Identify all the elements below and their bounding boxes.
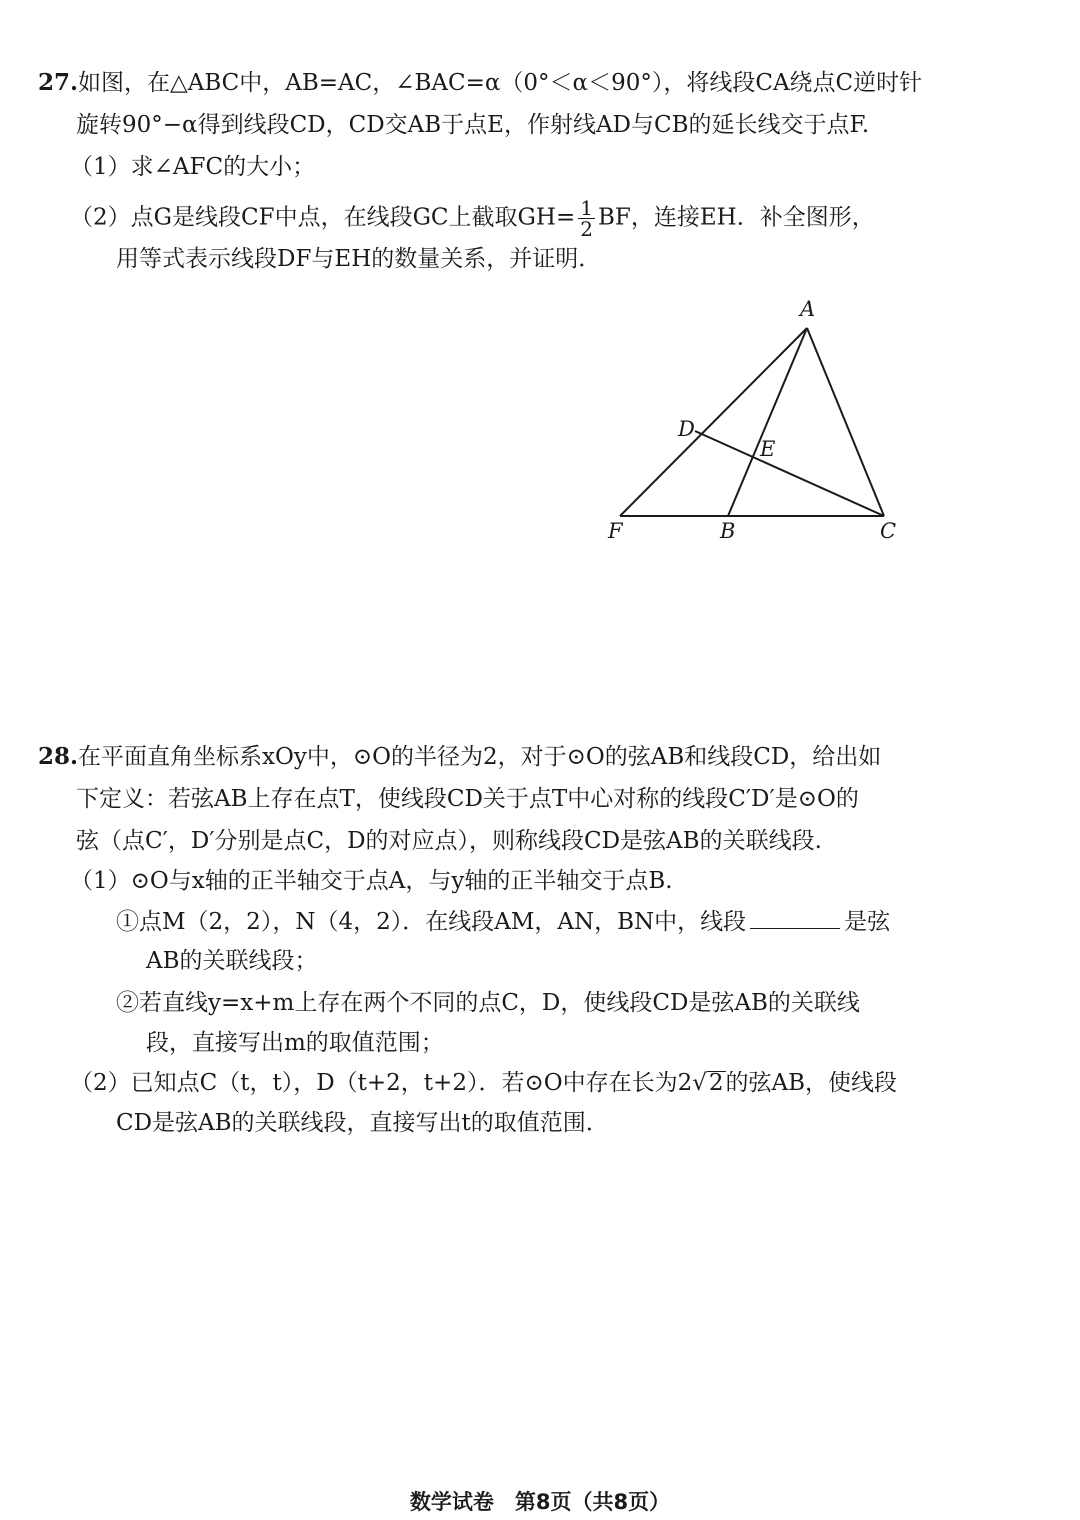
label-b: B <box>720 519 736 543</box>
q28-sub1-line2: AB的关联线段； <box>146 948 318 974</box>
segment-af <box>620 328 807 516</box>
page-footer: 数学试卷 第8页（共8页） <box>409 1490 671 1514</box>
q27-line2: 旋转90°−α得到线段CD，CD交AB于点E，作射线AD与CB的延长线交于点F. <box>76 112 870 138</box>
label-d: D <box>678 417 695 441</box>
label-c: C <box>880 519 897 543</box>
segment-ab <box>728 328 807 516</box>
q27-line1: 27.如图，在△ABC中，AB=AC，∠BAC=α（0°＜α＜90°），将线段CA绕点C逆时针 <box>38 69 923 96</box>
q27-part2: （2）点G是线段CF中点，在线段GC上截取GH= $\frac{1}{2}$ BF，连接EH．补全图形， <box>70 196 875 241</box>
fraction-one-half: $\frac{1}{2}$ <box>580 196 593 241</box>
q28-number: 28. <box>38 743 79 770</box>
q28-line1: 28.在平面直角坐标系xOy中，⊙O的半径为2，对于⊙O的弦AB和线段CD，给出如 <box>38 743 882 770</box>
triangle-figure <box>590 290 920 550</box>
label-e: E <box>760 437 776 461</box>
label-f: F <box>608 519 623 543</box>
q28-part2-line2: CD是弦AB的关联线段，直接写出t的取值范围． <box>116 1110 609 1136</box>
answer-blank[interactable] <box>750 906 840 929</box>
q28-sub2-line2: 段，直接写出m的取值范围； <box>146 1030 444 1056</box>
q28-part1: （1）⊙O与x轴的正半轴交于点A，与y轴的正半轴交于点B. <box>70 868 673 894</box>
q28-sub1: ①点M（2，2），N（4，2）．在线段AM，AN，BN中，线段 是弦 <box>116 906 890 937</box>
q27-part2-line2: 用等式表示线段DF与EH的数量关系，并证明． <box>116 246 602 272</box>
q28-sub2-line1: ②若直线y=x+m上存在两个不同的点C，D，使线段CD是弦AB的关联线 <box>116 990 860 1016</box>
q27-part1: （1）求∠AFC的大小； <box>70 154 316 180</box>
q28-line2: 下定义：若弦AB上存在点T，使线段CD关于点T中心对称的线段C′D′是⊙O的 <box>76 786 859 812</box>
segment-dc <box>695 431 884 516</box>
label-a: A <box>800 297 816 321</box>
q28-part2: （2）已知点C（t，t），D（t+2，t+2）．若⊙O中存在长为2√2的弦AB，使线段 <box>70 1070 898 1096</box>
q27-number: 27. <box>38 69 79 96</box>
segment-ac <box>807 328 884 516</box>
sqrt-symbol: √2 <box>692 1070 724 1096</box>
q28-line3: 弦（点C′，D′分别是点C，D的对应点），则称线段CD是弦AB的关联线段. <box>76 828 822 854</box>
